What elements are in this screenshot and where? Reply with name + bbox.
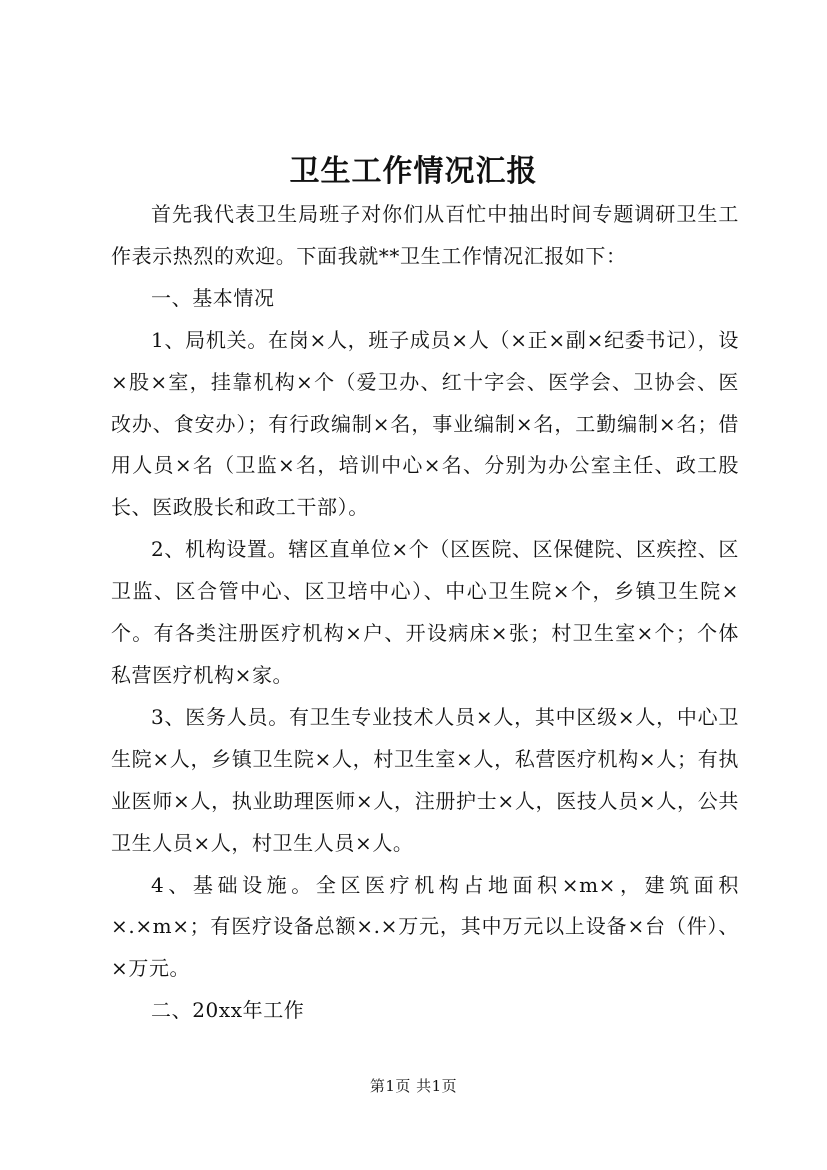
paragraph-institutions: 2、机构设置。辖区直单位×个（区医院、区保健院、区疾控、区卫监、区合管中心、区卫培中心）、中心卫生院×个，乡镇卫生院×个。有各类注册医疗机构×户、开设病床×张；村卫生室×个；个体私营医疗机构×家。: [111, 537, 739, 687]
document-body: [111, 194, 739, 1032]
page-number-footer: 第1页 共1页: [369, 1077, 458, 1095]
document-title: 卫生工作情况汇报: [289, 154, 538, 189]
section-heading-basic: 一、基本情况: [151, 285, 275, 310]
section-heading-work: 二、20xx年工作: [151, 998, 305, 1023]
paragraph-bureau: 1、局机关。在岗×人，班子成员×人（×正×副×纪委书记），设×股×室，挂靠机构×个（爱卫办、红十字会、医学会、卫协会、医改办、食安办）；有行政编制×名，事业编制×名，工勤编制×名；借用人员×名（卫监×名，培训中心×名、分别为办公室主任、政工股长、医政股长和政工干部）。: [111, 327, 739, 520]
paragraph-intro: 首先我代表卫生局班子对你们从百忙中抽出时间专题调研卫生工作表示热烈的欢迎。下面我就**卫生工作情况汇报如下：: [111, 202, 739, 268]
paragraph-infrastructure: 4、基础设施。全区医疗机构占地面积×m×，建筑面积×.×m×；有医疗设备总额×.×万元，其中万元以上设备×台（件）、×万元。: [111, 872, 739, 981]
paragraph-staff: 3、医务人员。有卫生专业技术人员×人，其中区级×人，中心卫生院×人，乡镇卫生院×人，村卫生室×人，私营医疗机构×人；有执业医师×人，执业助理医师×人，注册护士×人，医技人员×人，公共卫生人员×人，村卫生人员×人。: [111, 704, 739, 855]
